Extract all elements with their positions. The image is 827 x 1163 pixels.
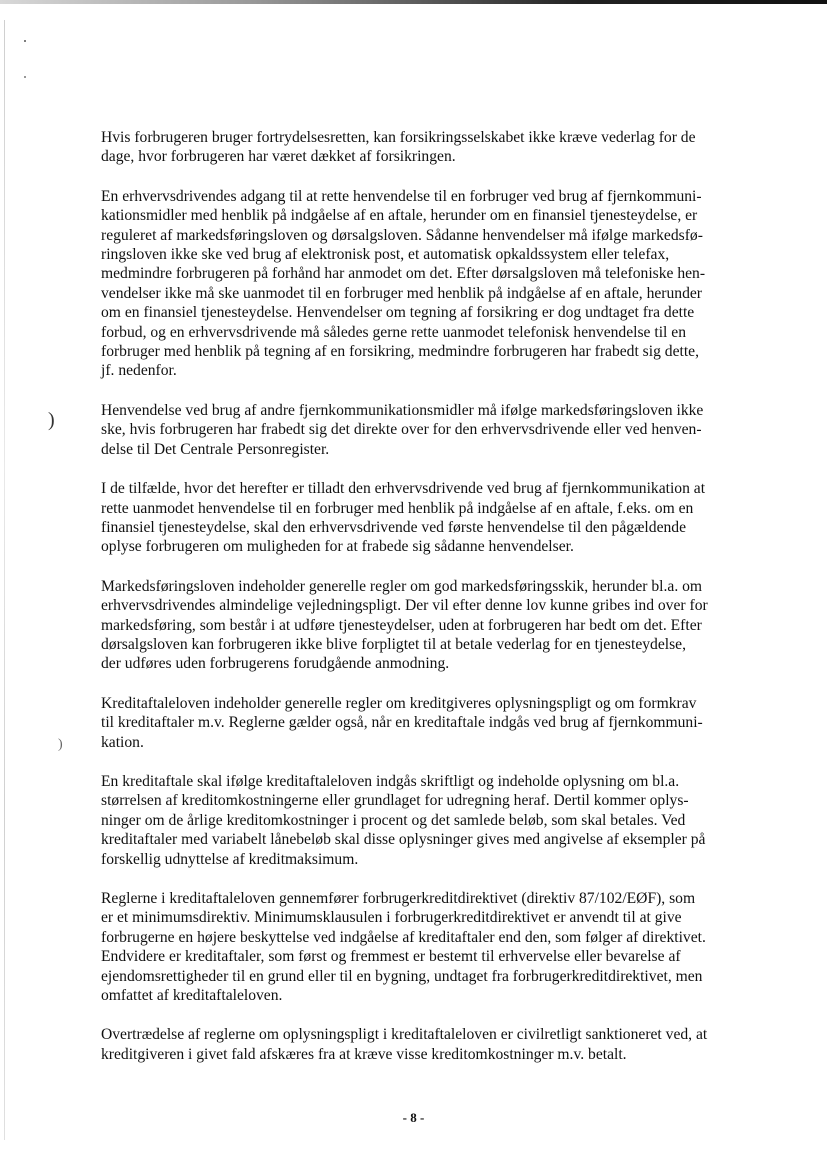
text-line: Hvis forbrugeren bruger fortrydelsesretten, kan forsikringsselskabet ikke kræve vederlag for de — [101, 129, 696, 146]
text-line: kationsmidler med henblik på indgåelse af en aftale, herunder om en finansiel tjenesteydelse, er — [101, 207, 698, 225]
page-number: - 8 - — [402, 1110, 425, 1125]
text-line: medmindre forbrugeren på forhånd har anmodet om det. Efter dørsalgsloven må telefoniske hen- — [101, 265, 706, 283]
paragraph-4 — [101, 479, 761, 557]
text-line: oplyse forbrugeren om muligheden for at frabede sig sådanne henvendelser. — [101, 538, 574, 556]
text-line: Kreditaftaleloven indeholder generelle regler om kreditgiveres oplysningspligt og om formkrav — [101, 694, 697, 712]
scan-top-edge — [0, 0, 827, 4]
text-line: vendelser ikke må ske uanmodet til en forbruger med henblik på indgåelse af en aftale, herunder — [101, 284, 702, 302]
text-line: Henvendelse ved brug af andre fjernkommunikationsmidler må ifølge markedsføringsloven ikke — [101, 401, 704, 419]
text-line: erhvervsdrivendes almindelige vejledningspligt. Der vil efter denne lov kunne gribes ind over for — [101, 597, 708, 615]
paragraph-2 — [101, 187, 761, 381]
text-line: størrelsen af kreditomkostningerne eller grundlaget for udregning heraf. Dertil kommer oplys- — [101, 792, 689, 810]
text-line: En erhvervsdrivendes adgang til at rette henvendelse til en forbruger ved brug af fjernkommuni- — [101, 187, 702, 205]
text-line: markedsføring, som består i at udføre tjenesteydelser, uden at forbrugeren har bedt om det. Efter — [101, 616, 702, 634]
margin-mark: ) — [48, 409, 55, 431]
text-line: Reglerne i kreditaftaleloven gennemfører forbrugerkreditdirektivet (direktiv 87/102/EØF), som — [101, 890, 696, 907]
text-line: delse til Det Centrale Personregister. — [101, 440, 330, 458]
body-text — [101, 128, 761, 1084]
text-line: forbruger med henblik på tegning af en forsikring, medmindre forbrugeren har frabedt sig dette, — [101, 343, 699, 361]
scan-speck — [24, 76, 26, 78]
text-line: der udføres uden forbrugerens forudgående anmodning. — [101, 655, 450, 673]
paragraph-9 — [101, 1025, 761, 1064]
text-line: jf. nedenfor. — [101, 362, 177, 380]
paragraph-1 — [101, 128, 761, 167]
text-line: ske, hvis forbrugeren har frabedt sig det direkte over for den erhvervsdrivende eller ved henven- — [101, 421, 702, 439]
paragraph-5 — [101, 577, 761, 674]
margin-mark: ) — [58, 737, 63, 752]
text-line: En kreditaftale skal ifølge kreditaftaleloven indgås skriftligt og indeholde oplysning om bl.a. — [101, 772, 680, 790]
text-line: ninger om de årlige kreditomkostninger i procent og det samlede beløb, som skal betales. Ved — [101, 811, 686, 829]
text-line: finansiel tjenesteydelse, skal den erhvervsdrivende ved første henvendelse til den pågældende — [101, 518, 687, 536]
text-line: rette uanmodet henvendelse til en forbruger med henblik på indgåelse af en aftale, f.eks. om en — [101, 499, 694, 517]
text-line: ejendomsrettigheder til en grund eller til en bygning, undtaget fra forbrugerkreditdirektivet, men — [101, 967, 703, 985]
text-line: omfattet af kreditaftaleloven. — [101, 987, 283, 1005]
paragraph-6 — [101, 694, 761, 752]
text-line: Overtrædelse af reglerne om oplysningspligt i kreditaftaleloven er civilretligt sanktioneret ved, at — [101, 1026, 708, 1044]
text-line: Endvidere er kreditaftaler, som først og fremmest er bestemt til erhvervelse eller bevarelse af — [101, 948, 681, 966]
text-line: ringsloven ikke ske ved brug af elektronisk post, et automatisk opkaldssystem eller telefax, — [101, 246, 670, 264]
text-line: forbrugerne en højere beskyttelse ved indgåelse af kreditaftaler end den, som følger af direktivet. — [101, 928, 706, 946]
scan-speck — [24, 40, 26, 42]
text-line: kreditgiveren i givet fald afskæres fra at kræve visse kreditomkostninger m.v. betalt. — [101, 1045, 627, 1063]
scan-left-edge — [4, 20, 5, 1140]
text-line: forskellig udnyttelse af kreditmaksimum. — [101, 850, 359, 868]
paragraph-8 — [101, 889, 761, 1005]
paragraph-7 — [101, 772, 761, 869]
text-line: I de tilfælde, hvor det herefter er tilladt den erhvervsdrivende ved brug af fjernkommunikation at — [101, 480, 706, 498]
text-line: dage, hvor forbrugeren har været dækket af forsikringen. — [101, 148, 456, 166]
text-line: om en finansiel tjenesteydelse. Henvendelser om tegning af forsikring er dog undtaget fra dette — [101, 304, 695, 322]
paragraph-3 — [101, 401, 761, 459]
text-line: reguleret af markedsføringsloven og dørsalgsloven. Sådanne henvendelser må ifølge markedsfø- — [101, 226, 703, 244]
text-line: forbud, og en erhvervsdrivende må således gerne rette uanmodet telefonisk henvendelse til en — [101, 323, 686, 341]
text-line: kreditaftaler med variabelt lånebeløb skal disse oplysninger gives med angivelse af eksempler på — [101, 831, 706, 849]
text-line: Markedsføringsloven indeholder generelle regler om god markedsføringsskik, herunder bl.a. om — [101, 577, 703, 595]
text-line: er et minimumsdirektiv. Minimumsklausulen i forbrugerkreditdirektivet er anvendt til at give — [101, 909, 682, 927]
text-line: til kreditaftaler m.v. Reglerne gælder også, når en kreditaftale indgås ved brug af fjernkommuni- — [101, 714, 703, 732]
text-line: dørsalgsloven kan forbrugeren ikke blive forpligtet til at betale vederlag for en tjenesteydelse, — [101, 635, 686, 653]
text-line: kation. — [101, 733, 144, 751]
